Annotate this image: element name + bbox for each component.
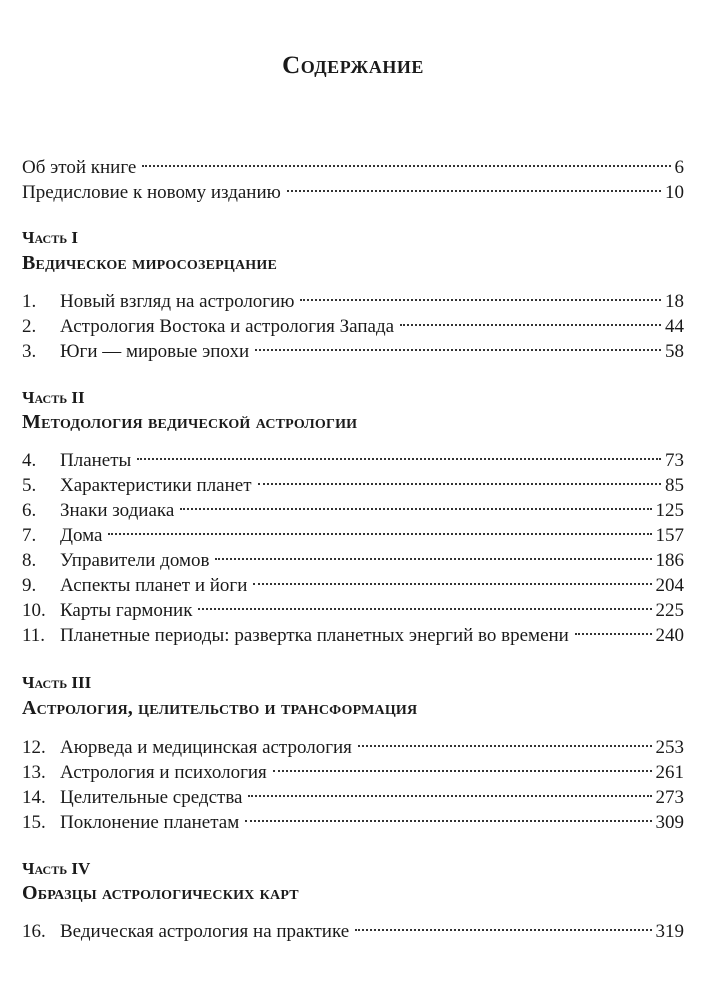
dot-leader [575, 615, 652, 641]
part-1-title: Ведическое миросозерцание [22, 252, 277, 274]
entry-text: Аюрведа и медицинская астрология [60, 737, 352, 758]
toc-entry-ch11[interactable] [22, 615, 684, 646]
toc-entry-ch9[interactable] [22, 565, 684, 596]
entry-number: 13. [22, 762, 46, 783]
toc-entry-about[interactable] [22, 147, 684, 178]
entry-page: 186 [655, 550, 684, 571]
entry-page: 73 [665, 450, 684, 471]
dot-leader [287, 172, 661, 198]
entry-number: 1. [22, 291, 37, 312]
entry-number: 16. [22, 921, 46, 942]
entry-text: Новый взгляд на астрологию [60, 291, 295, 312]
dot-leader [255, 331, 661, 357]
dot-leader [245, 802, 651, 828]
toc-entry-ch3[interactable] [22, 331, 684, 362]
dot-leader [142, 147, 670, 173]
entry-page: 319 [655, 921, 684, 942]
toc-entry-ch12[interactable] [22, 727, 684, 758]
entry-text: Об этой книге [22, 157, 137, 178]
dot-leader [300, 281, 661, 307]
entry-text: Знаки зодиака [60, 500, 175, 521]
entry-text: Ведическая астрология на практике [60, 921, 350, 942]
page-title: Содержание [282, 52, 424, 79]
dot-leader [253, 565, 651, 591]
entry-page: 309 [655, 812, 684, 833]
entry-number: 3. [22, 341, 37, 362]
entry-number: 12. [22, 737, 46, 758]
entry-number: 7. [22, 525, 37, 546]
dot-leader [180, 490, 651, 516]
entry-page: 273 [655, 787, 684, 808]
toc-entry-preface[interactable] [22, 172, 684, 203]
part-3-title: Астрология, целительство и трансформация [22, 697, 418, 719]
entry-text: Карты гармоник [60, 600, 193, 621]
entry-number: 11. [22, 625, 46, 646]
entry-page: 157 [655, 525, 684, 546]
dot-leader [215, 540, 651, 566]
dot-leader [400, 306, 661, 332]
entry-page: 225 [655, 600, 684, 621]
toc-entry-ch14[interactable] [22, 777, 684, 808]
dot-leader [137, 440, 661, 466]
dot-leader [198, 590, 651, 616]
part-1-label: Часть I [22, 228, 79, 247]
entry-text: Астрология Востока и астрология Запада [60, 316, 395, 337]
entry-text: Дома [60, 525, 103, 546]
dot-leader [273, 752, 652, 778]
entry-number: 6. [22, 500, 37, 521]
entry-number: 4. [22, 450, 37, 471]
entry-page: 6 [674, 157, 684, 178]
entry-page: 240 [655, 625, 684, 646]
part-4-label: Часть IV [22, 859, 91, 878]
entry-number: 5. [22, 475, 37, 496]
entry-page: 85 [665, 475, 684, 496]
toc-entry-ch13[interactable] [22, 752, 684, 783]
entry-text: Предисловие к новому изданию [22, 182, 281, 203]
entry-number: 10. [22, 600, 46, 621]
toc-entry-ch1[interactable] [22, 281, 684, 312]
entry-text: Планеты [60, 450, 132, 471]
entry-number: 15. [22, 812, 46, 833]
dot-leader [248, 777, 651, 803]
part-2-title: Методология ведической астрологии [22, 411, 358, 433]
dot-leader [358, 727, 652, 753]
dot-leader [258, 465, 661, 491]
dot-leader [108, 515, 651, 541]
entry-page: 10 [665, 182, 684, 203]
entry-number: 2. [22, 316, 37, 337]
part-3-label: Часть III [22, 673, 92, 692]
toc-entry-ch15[interactable] [22, 802, 684, 833]
toc-entry-ch5[interactable] [22, 465, 684, 496]
entry-page: 261 [655, 762, 684, 783]
part-4-title: Образцы астрологических карт [22, 882, 299, 904]
entry-text: Юги — мировые эпохи [60, 341, 250, 362]
entry-page: 204 [655, 575, 684, 596]
entry-number: 9. [22, 575, 37, 596]
entry-text: Характеристики планет [60, 475, 252, 496]
entry-page: 44 [665, 316, 684, 337]
toc-entry-ch6[interactable] [22, 490, 684, 521]
entry-page: 253 [655, 737, 684, 758]
entry-page: 125 [655, 500, 684, 521]
entry-text: Аспекты планет и йоги [60, 575, 248, 596]
entry-number: 14. [22, 787, 46, 808]
toc-entry-ch4[interactable] [22, 440, 684, 471]
part-2-label: Часть II [22, 388, 85, 407]
entry-page: 58 [665, 341, 684, 362]
entry-text: Целительные средства [60, 787, 243, 808]
toc-entry-ch10[interactable] [22, 590, 684, 621]
toc-entry-ch7[interactable] [22, 515, 684, 546]
toc-entry-ch8[interactable] [22, 540, 684, 571]
entry-page: 18 [665, 291, 684, 312]
dot-leader [355, 911, 651, 937]
entry-text: Планетные периоды: развертка планетных энергий во времени [60, 625, 569, 646]
entry-text: Поклонение планетам [60, 812, 240, 833]
toc-entry-ch16[interactable] [22, 911, 684, 942]
entry-text: Управители домов [60, 550, 210, 571]
entry-number: 8. [22, 550, 37, 571]
entry-text: Астрология и психология [60, 762, 267, 783]
toc-entry-ch2[interactable] [22, 306, 684, 337]
